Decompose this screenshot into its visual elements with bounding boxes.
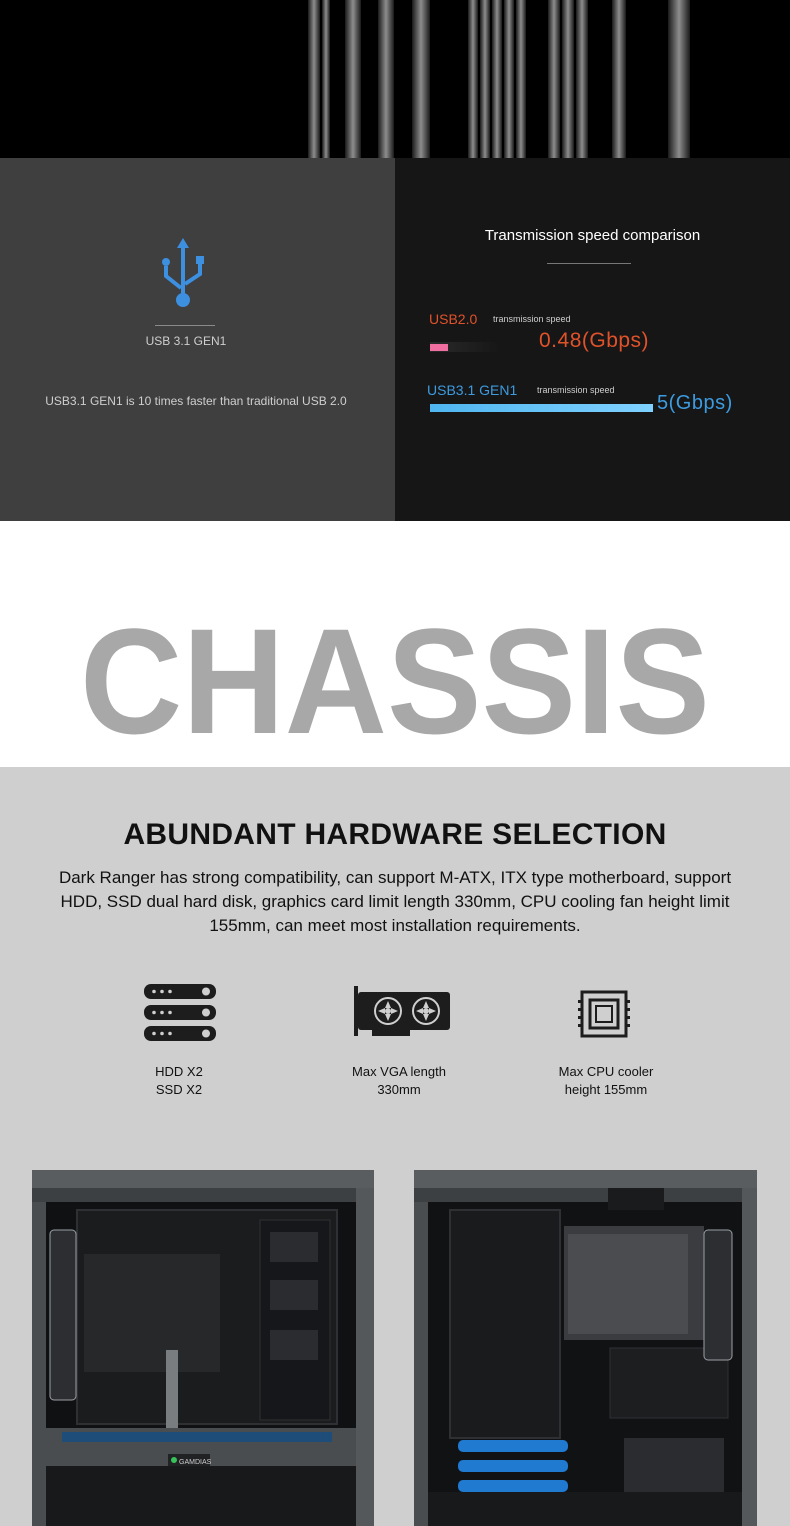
brand-plate-label: GAMDIAS (179, 1459, 212, 1466)
spec-label-cpu: Max CPU cooler height 155mm (558, 1064, 654, 1097)
graphics-card-icon (352, 984, 452, 1040)
usb3-value: 5(Gbps) (657, 392, 733, 414)
hardware-description: Dark Ranger has strong compatibility, can support M-ATX, ITX type motherboard, support HDD, SSD dual hard disk, graphics card limit length 330mm, CPU cooling fan height limit 155mm, can meet most installation requirements. (58, 868, 732, 935)
usb-description: USB3.1 GEN1 is 10 times faster than traditional USB 2.0 (45, 394, 347, 408)
usb2-name: USB2.0 (429, 311, 478, 327)
spec-label-drives: HDD X2 SSD X2 (155, 1064, 203, 1097)
usb2-value: 0.48(Gbps) (539, 329, 650, 352)
cpu-chip-icon (576, 988, 632, 1038)
usb2-speed-bar (430, 344, 448, 351)
chassis-heading-graphic (0, 521, 790, 767)
usb2-subtitle: transmission speed (493, 314, 571, 324)
comparison-divider (547, 263, 631, 264)
spec-label-vga: Max VGA length 330mm (352, 1064, 446, 1097)
chassis-photo-left (32, 1170, 374, 1526)
drive-stack-icon (144, 982, 216, 1044)
comparison-title: Transmission speed comparison (484, 227, 701, 244)
cable-banner-image (0, 0, 790, 158)
usb-label: USB 3.1 GEN1 (145, 334, 227, 348)
chassis-heading: CHASSIS (80, 597, 710, 765)
usb-label-divider (155, 325, 215, 326)
usb3-name: USB3.1 GEN1 (427, 382, 518, 398)
usb-icon (158, 236, 208, 310)
usb3-speed-bar (430, 404, 653, 412)
chassis-photo-right (414, 1170, 757, 1526)
usb3-subtitle: transmission speed (537, 385, 615, 395)
hardware-title: ABUNDANT HARDWARE SELECTION (123, 818, 667, 851)
